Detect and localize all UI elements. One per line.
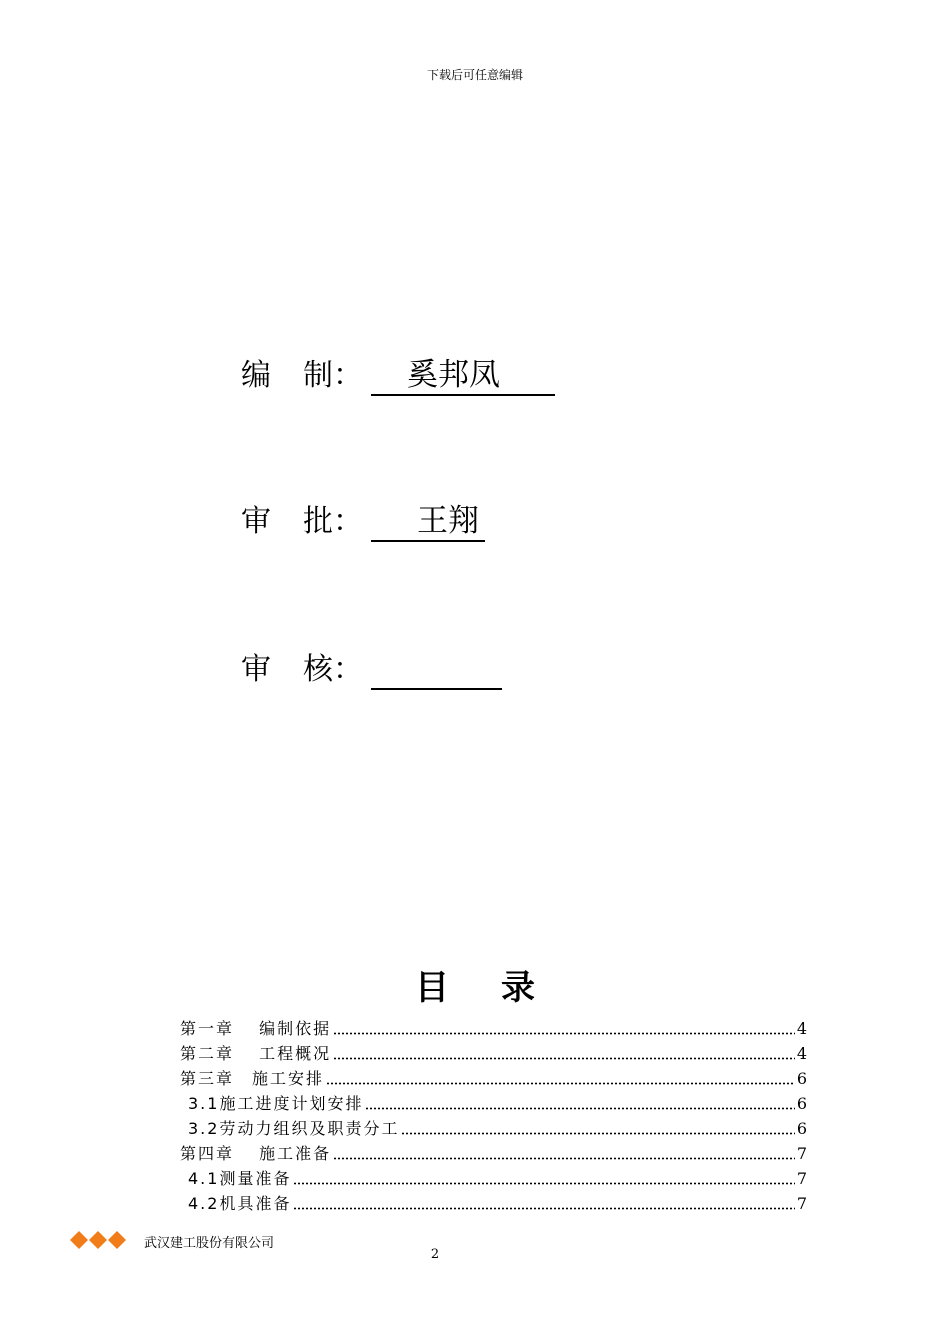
toc-entry-page: 6: [796, 1094, 807, 1113]
toc-entry[interactable]: [180, 1139, 807, 1164]
signature-row-reviewer: [241, 646, 502, 690]
signature-label: [241, 356, 371, 396]
signature-label: [241, 502, 371, 542]
footer-company-name: 武汉建工股份有限公司: [144, 1236, 275, 1251]
toc-entry[interactable]: [180, 1014, 807, 1039]
toc-leader-dots: [326, 1082, 795, 1085]
toc-entry-page: 7: [796, 1144, 807, 1163]
toc-entry-text: 3.1施工进度计划安排: [188, 1094, 364, 1113]
toc-entry-page: 4: [796, 1019, 807, 1038]
reviewer-name: [371, 646, 502, 690]
signature-label: [241, 650, 371, 690]
signature-label-char: 批：: [303, 504, 363, 539]
toc-entry[interactable]: [180, 1089, 807, 1114]
page-number: 2: [430, 1247, 440, 1262]
toc-entry-text: 第一章 编制依据: [180, 1019, 332, 1038]
toc-entry[interactable]: [180, 1039, 807, 1064]
signature-label-char: 编: [241, 358, 271, 393]
toc-entry-page: 7: [796, 1169, 807, 1188]
toc-entry-text: 4.1测量准备: [188, 1169, 292, 1188]
signature-row-approver: [241, 498, 485, 542]
toc-leader-dots: [333, 1057, 795, 1060]
toc-entry[interactable]: [180, 1189, 807, 1214]
table-of-contents: [180, 1014, 807, 1214]
toc-entry-text: 第二章 工程概况: [180, 1044, 332, 1063]
toc-entry-page: 6: [796, 1069, 807, 1088]
header-note: 下载后可任意编辑: [426, 68, 523, 82]
toc-leader-dots: [293, 1207, 794, 1210]
signature-label-char: 审: [241, 652, 271, 687]
toc-entry[interactable]: [180, 1164, 807, 1189]
signature-label-char: 制：: [303, 358, 363, 393]
toc-leader-dots: [293, 1182, 794, 1185]
toc-title: 目录: [415, 968, 587, 1008]
signature-label-char: 核：: [303, 652, 363, 687]
toc-entry-text: 第四章 施工准备: [180, 1144, 332, 1163]
toc-entry-page: 7: [796, 1194, 807, 1213]
compiler-name: 奚邦凤: [371, 356, 555, 396]
toc-leader-dots: [365, 1107, 794, 1110]
toc-entry-text: 4.2机具准备: [188, 1194, 292, 1213]
toc-leader-dots: [401, 1132, 794, 1135]
signature-label-char: 审: [241, 504, 271, 539]
toc-leader-dots: [333, 1157, 795, 1160]
toc-entry-page: 4: [796, 1044, 807, 1063]
approver-name: 王翔: [371, 502, 485, 542]
signature-row-compiler: [241, 352, 555, 396]
toc-entry-text: 第三章 施工安排: [180, 1069, 325, 1088]
toc-leader-dots: [333, 1032, 795, 1035]
toc-entry[interactable]: [180, 1064, 807, 1089]
toc-entry-page: 6: [796, 1119, 807, 1138]
toc-entry[interactable]: [180, 1114, 807, 1139]
toc-entry-text: 3.2劳动力组织及职责分工: [188, 1119, 400, 1138]
